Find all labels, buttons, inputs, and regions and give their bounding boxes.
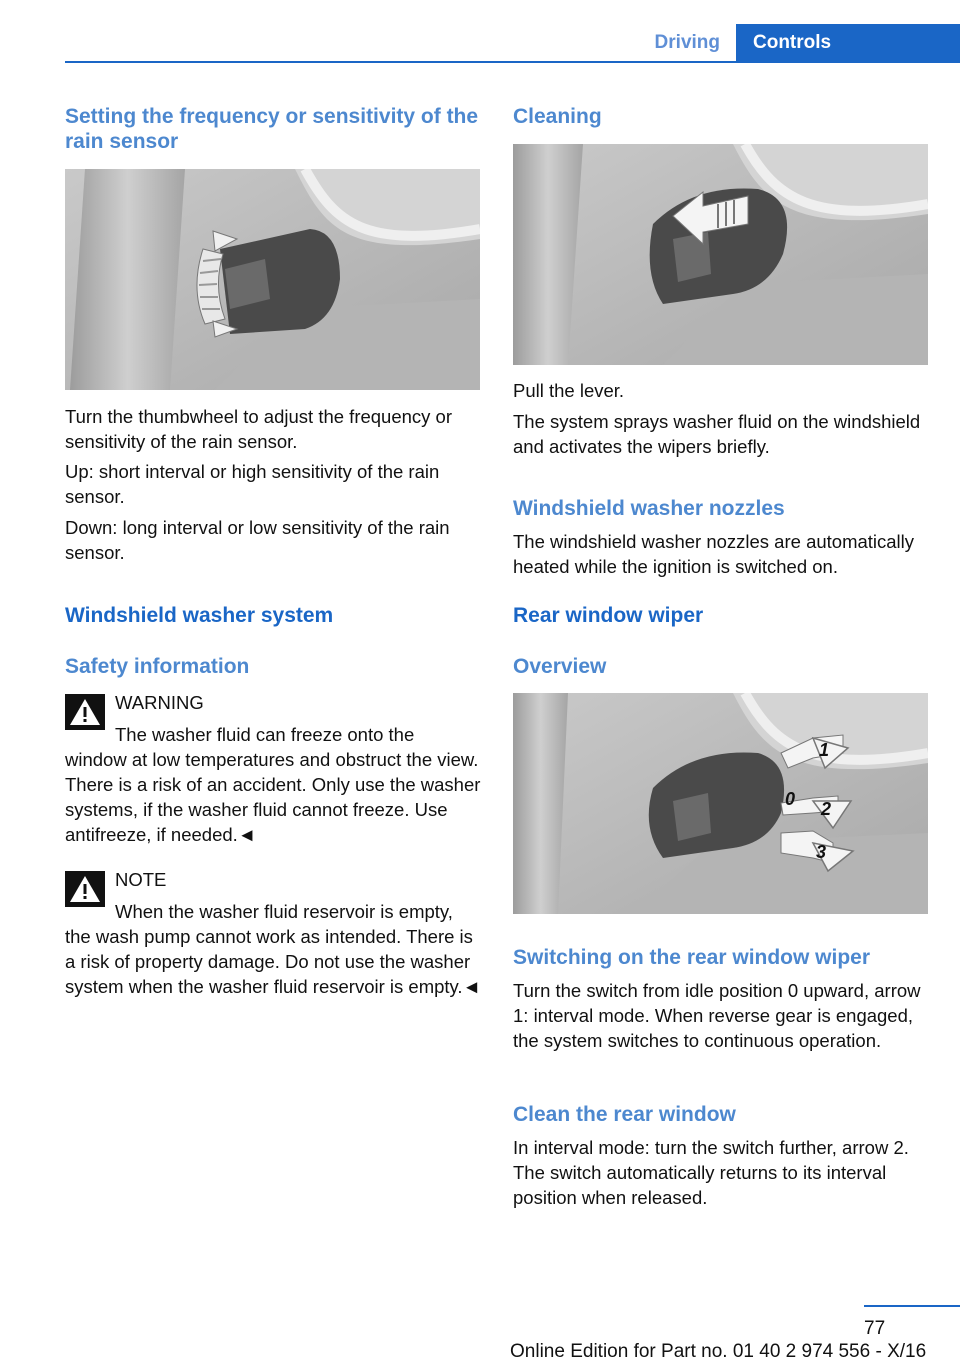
footer-rule [864,1305,960,1307]
rear-wiper-illustration [513,693,928,914]
footer-edition: Online Edition for Part no. 01 40 2 974 556 - X/16 [510,1341,927,1362]
header-section-driving: Driving [654,31,720,53]
heading-safety-information: Safety information [65,655,250,678]
heading-cleaning: Cleaning [513,105,602,128]
page-number: 77 [864,1318,886,1339]
heading-switching-on: Switching on the rear window wiper [513,946,871,969]
paragraph-down: Down: long interval or low sensitivity of the rain sensor. [65,517,450,563]
warning-label: WARNING [115,692,204,713]
arrow-label-2: 2 [821,799,832,819]
paragraph-nozzles: The windshield washer nozzles are automatically heated while the ignition is switched on. [513,531,915,577]
paragraph-sprays: The system sprays washer fluid on the windshield and activates the wipers briefly. [513,411,921,457]
heading-washer-system: Windshield washer system [65,604,334,627]
paragraph-switching-on: Turn the switch from idle position 0 upward, arrow 1: interval mode. When reverse gear is engaged, the system switches to continuous operation. [513,980,921,1051]
paragraph-thumbwheel: Turn the thumbwheel to adjust the frequency or sensitivity of the rain sensor. [65,406,453,452]
header-rule [65,61,960,63]
paragraph-up: Up: short interval or high sensitivity of the rain sensor. [65,461,440,507]
warning-text: The washer fluid can freeze onto the window at low temperatures and obstruct the view. There is a risk of an accident. Only use the washer systems, if the washer fluid cannot freeze. Use antifreeze, if needed.◄ [65,724,481,845]
header-chapter-controls: Controls [736,24,960,61]
note-text: When the washer fluid reservoir is empty, the wash pump cannot work as intended. There is a risk of property damage. Do not use the washer system when the washer fluid reservoir is empty.◄ [65,901,481,997]
heading-rain-sensor: Setting the frequency or sensitivity of the rain sensor [65,105,479,153]
heading-washer-nozzles: Windshield washer nozzles [513,497,785,520]
arrow-label-1: 1 [819,740,830,760]
paragraph-clean-rear-window: In interval mode: turn the switch further, arrow 2. The switch automatically returns to its interval position when released. [513,1137,909,1208]
arrow-label-3: 3 [816,842,827,862]
heading-rear-window-wiper: Rear window wiper [513,604,704,627]
pull-lever-illustration [513,144,928,365]
heading-clean-rear-window: Clean the rear window [513,1103,736,1126]
position-label-0: 0 [785,789,796,809]
thumbwheel-illustration [65,169,480,390]
heading-overview: Overview [513,655,607,678]
paragraph-pull-lever: Pull the lever. [513,380,625,401]
note-label: NOTE [115,869,167,890]
